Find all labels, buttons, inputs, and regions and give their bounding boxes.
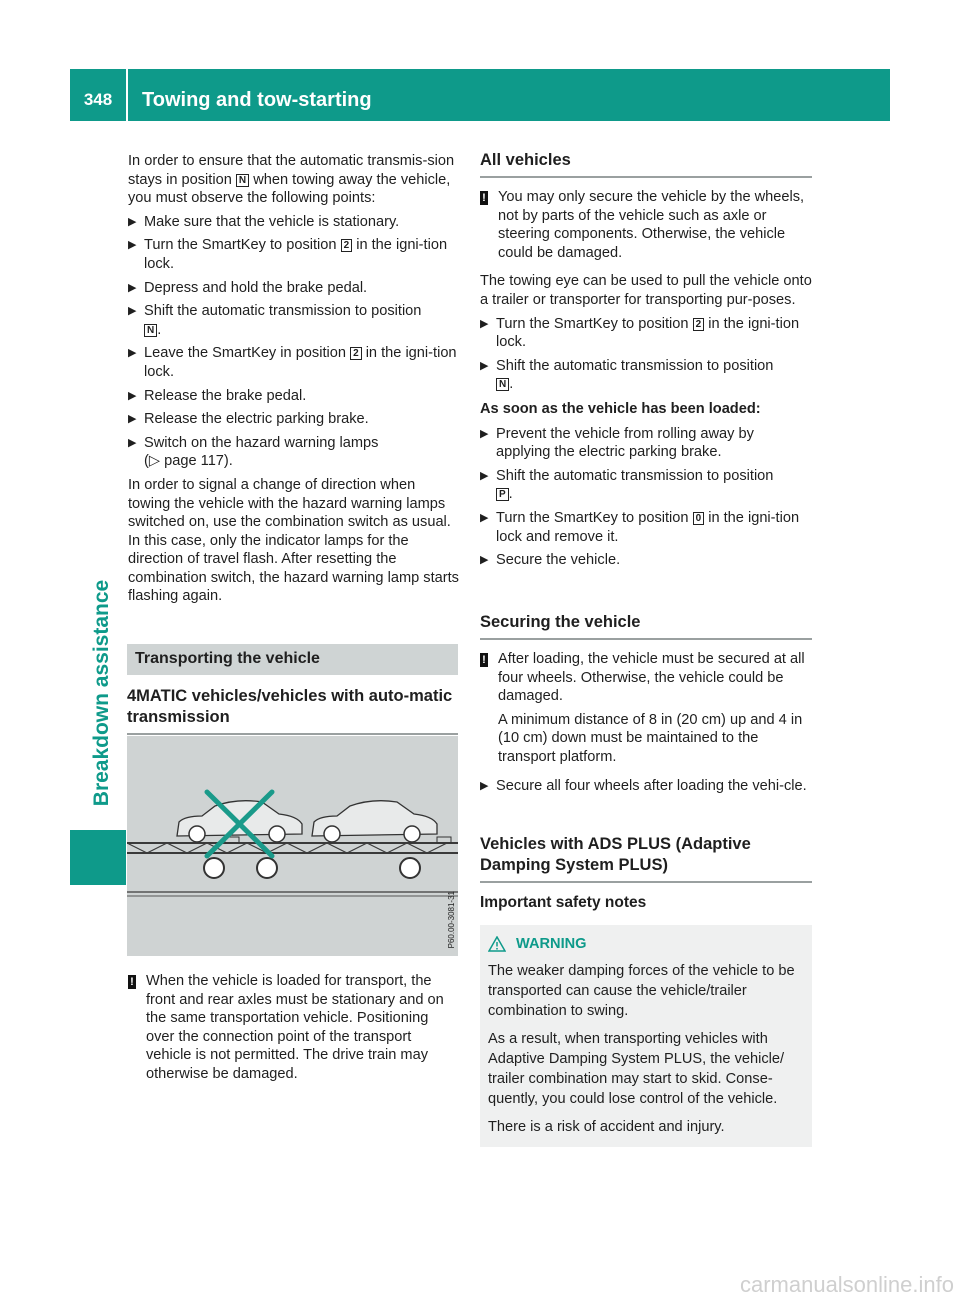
arrow-icon: ▶: [480, 511, 489, 524]
list-item: ▶ Release the electric parking brake.: [128, 411, 369, 428]
arrow-icon: ▶: [480, 317, 489, 330]
hazard-paragraph: In order to signal a change of direction when towing the vehicle with the hazard warning lamps switched on, use the combination switch as usual. In this case, only the indicator lamps for the direction of travel flash. After resetting the combination switch, the hazard warning lamp starts flashing again.: [128, 476, 459, 605]
arrow-icon: ▶: [128, 305, 137, 318]
arrow-icon: ▶: [128, 281, 137, 294]
arrow-icon: ▶: [128, 436, 137, 449]
list-item: ▶ Leave the SmartKey in position 2 in the igni-tion lock.: [128, 345, 457, 380]
watermark: carmanualsonline.info: [739, 1272, 954, 1297]
sidebar-tab-marker: [70, 830, 126, 885]
subsection-title: Securing the vehicle: [480, 612, 812, 640]
caution-note: ! When the vehicle is loaded for transport, the front and rear axles must be stationary and on the same transportation vehicle. Positioning over the connection point of the transport vehicle is not permitted. The drive train may otherwise be damaged.: [128, 972, 460, 1089]
list-item: ▶ Release the brake pedal.: [128, 387, 307, 404]
list-item: ▶ Shift the automatic transmission to position N .: [128, 303, 422, 338]
loaded-heading: As soon as the vehicle has been loaded:: [480, 400, 761, 417]
gear-p-key-icon: P: [496, 488, 509, 501]
arrow-icon: ▶: [480, 427, 489, 440]
arrow-icon: ▶: [480, 779, 489, 792]
warning-text: As a result, when transporting vehicles with Adaptive Damping System PLUS, the vehicle/ trailer combination may start to skid. Conse-quently, you could lose control of the vehicle.: [488, 1031, 785, 1108]
subsection-title: Vehicles with ADS PLUS (Adaptive Damping System PLUS): [480, 834, 812, 883]
list-item: ▶ Switch on the hazard warning lamps (▷ page 117).: [128, 434, 379, 470]
list-item: ▶ Turn the SmartKey to position 2 in the igni-tion lock.: [480, 315, 800, 351]
arrow-icon: ▶: [128, 239, 137, 252]
key-position-0-icon: 0: [693, 512, 705, 525]
warning-box: [480, 925, 812, 1148]
warning-text: There is a risk of accident and injury.: [488, 1119, 725, 1136]
arrow-icon: ▶: [480, 554, 489, 567]
gear-n-key-icon: N: [144, 324, 157, 337]
figure-code: P60.00-3081-31: [447, 890, 456, 948]
subsection-title: All vehicles: [480, 150, 812, 178]
key-position-2-icon: 2: [350, 347, 362, 360]
subsection-4matic: [127, 686, 458, 735]
caution-note: ! After loading, the vehicle must be secured at all four wheels. Otherwise, the vehicle could be damaged. A minimum distance of 8 in (20 cm) up and 4 in (10 cm) down must be maintained to the transport platform.: [480, 650, 812, 772]
list-item: ▶ Depress and hold the brake pedal.: [128, 279, 368, 296]
arrow-icon: ▶: [480, 469, 489, 482]
gear-n-key-icon: N: [236, 174, 249, 187]
list-item: ▶ Shift the automatic transmission to position P .: [480, 467, 774, 503]
safety-notes: [480, 894, 812, 1147]
intro-paragraph: In order to ensure that the automatic transmis-sion stays in position N when towing away the vehicle, you must observe the following points:: [128, 153, 455, 207]
page-reference-link[interactable]: (▷ page 117).: [144, 453, 233, 470]
warning-header: [488, 935, 804, 954]
exclamation-icon: !: [480, 191, 488, 205]
key-position-2-icon: 2: [341, 239, 353, 252]
ads-section: [480, 834, 812, 883]
gear-n-key-icon: N: [496, 378, 509, 391]
list-item: ▶ Shift the automatic transmission to position N .: [480, 357, 774, 393]
sidebar-section-label: Breakdown assistance: [90, 579, 113, 807]
chapter-title: Towing and tow-starting: [142, 89, 372, 111]
transport-illustration: [127, 736, 458, 956]
exclamation-icon: !: [128, 975, 136, 989]
warning-title: WARNING: [516, 935, 587, 952]
car-transporter-svg: [127, 736, 458, 956]
securing-section: [480, 612, 812, 800]
section-title: Transporting the vehicle: [127, 644, 458, 675]
list-item: ▶ Turn the SmartKey to position 2 in the igni-tion lock.: [128, 237, 448, 272]
arrow-icon: ▶: [480, 359, 489, 372]
caution-note: ! You may only secure the vehicle by the wheels, not by parts of the vehicle such as axle or steering components. Otherwise, the vehicle could be damaged.: [480, 188, 812, 267]
transport-section: [127, 644, 458, 675]
list-item: ▶ Prevent the vehicle from rolling away by applying the electric parking brake.: [480, 425, 754, 461]
warning-triangle-icon: [488, 936, 506, 952]
header-divider: [126, 69, 128, 121]
arrow-icon: ▶: [128, 215, 137, 228]
arrow-icon: ▶: [128, 347, 137, 360]
exclamation-icon: !: [480, 653, 488, 667]
list-item: ▶ Secure the vehicle.: [480, 552, 621, 569]
key-position-2-icon: 2: [693, 318, 705, 331]
arrow-icon: ▶: [128, 389, 137, 402]
list-item: ▶ Turn the SmartKey to position 0 in the igni-tion lock and remove it.: [480, 509, 800, 545]
page-number: 348: [83, 90, 113, 109]
safety-heading: Important safety notes: [480, 894, 647, 911]
warning-text: The weaker damping forces of the vehicle to be transported can cause the vehicle/trailer combination to swing.: [488, 963, 795, 1020]
list-item: ▶ Secure all four wheels after loading the vehi-cle.: [480, 777, 807, 794]
arrow-icon: ▶: [128, 413, 137, 426]
list-item: ▶ Make sure that the vehicle is stationary.: [128, 213, 400, 230]
right-column: [480, 150, 812, 575]
left-column: [128, 152, 460, 611]
page-header: [70, 69, 890, 121]
subsection-title: 4MATIC vehicles/vehicles with auto-matic transmission: [127, 686, 458, 735]
transport-note: [128, 972, 460, 1094]
towing-eye-paragraph: The towing eye can be used to pull the vehicle onto a trailer or transporter for transporting pur-poses.: [480, 273, 812, 308]
